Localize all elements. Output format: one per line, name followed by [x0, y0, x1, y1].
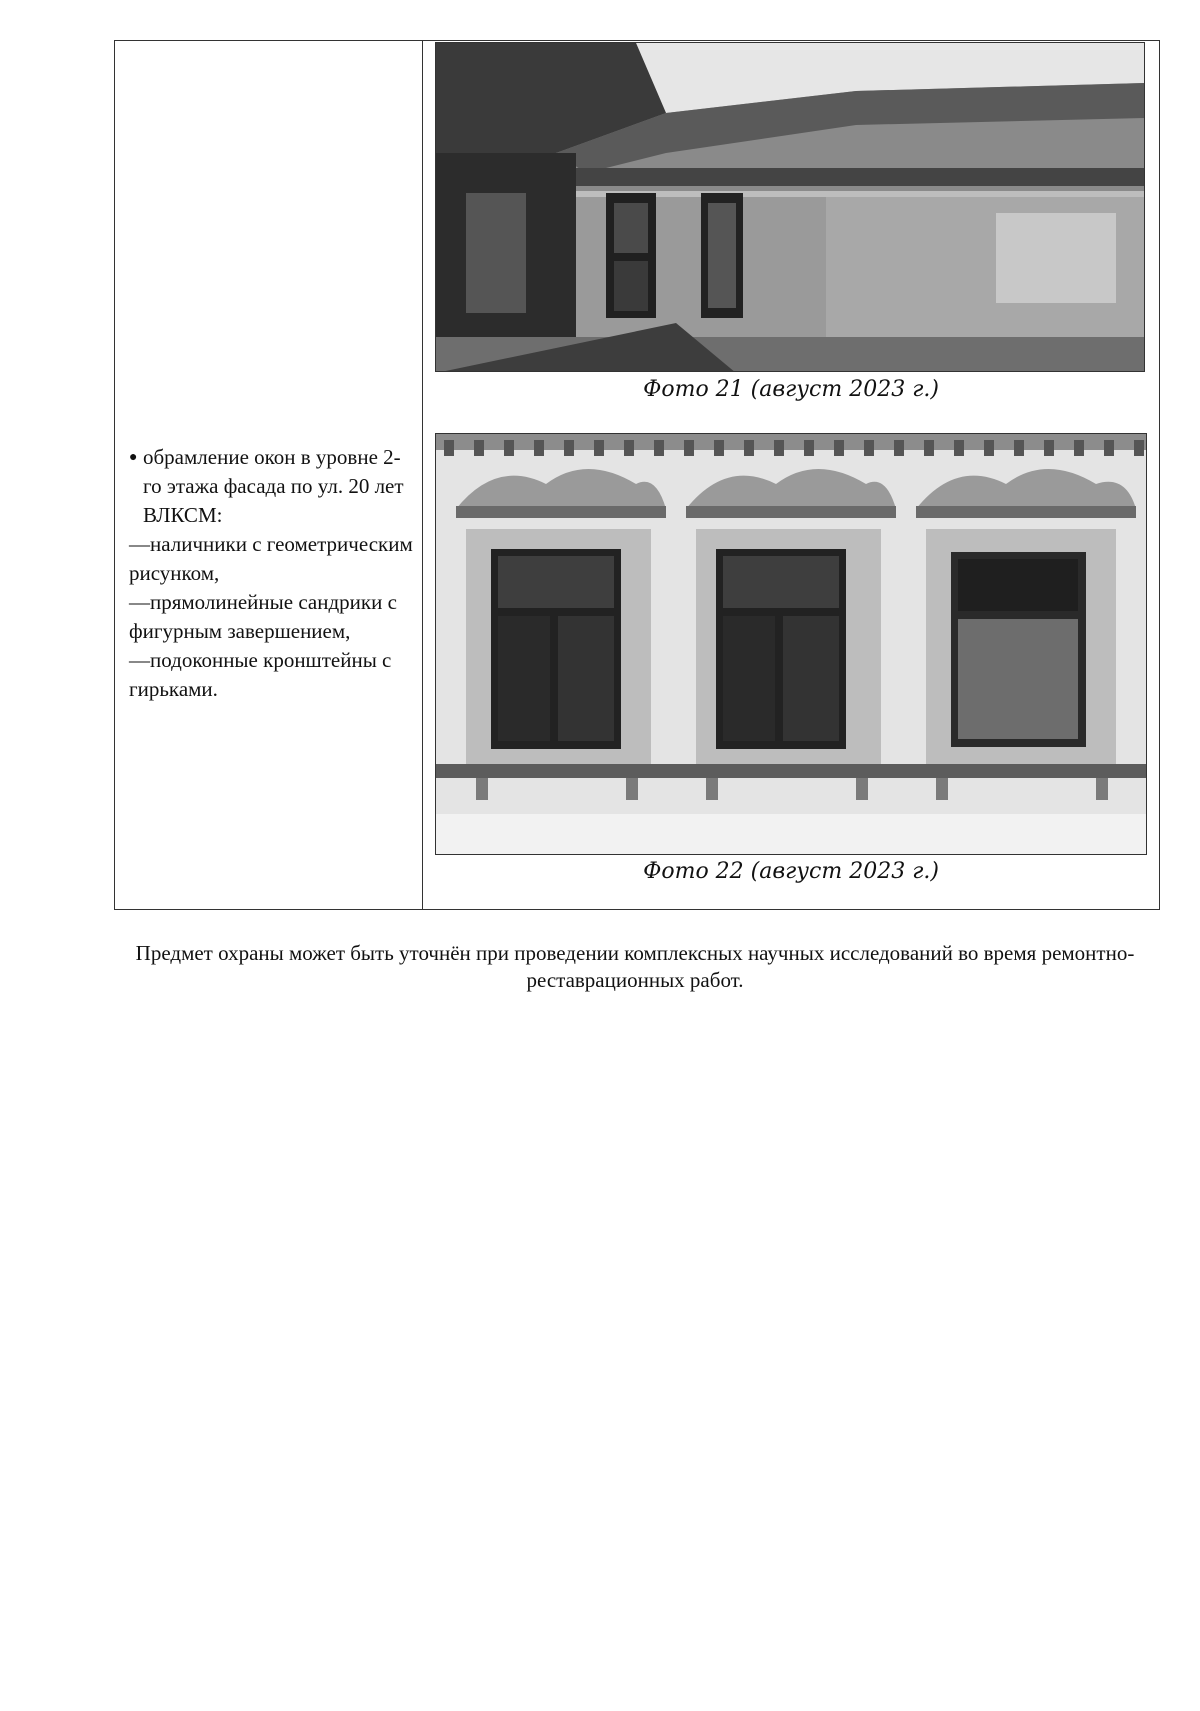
photo-21-image — [435, 42, 1145, 372]
windows-photo-graphic — [436, 434, 1147, 855]
bullet-icon: ● — [129, 450, 138, 465]
facade-photo-graphic — [436, 43, 1145, 372]
description-cell — [129, 443, 414, 704]
photo-21-caption: Фото 21 (август 2023 г.) — [643, 377, 939, 402]
protection-note: Предмет охраны может быть уточнён при проведении комплексных научных исследований во время ремонтно-реставрационных работ. — [135, 941, 1135, 992]
photo-22-caption: Фото 22 (август 2023 г.) — [643, 859, 939, 884]
bullet-intro-text: обрамление окон в уровне 2-го этажа фасада по ул. 20 лет ВЛКСМ: — [143, 445, 404, 527]
dash-item-sandriks: —прямолинейные сандрики с фигурным завершением, — [129, 590, 397, 643]
dash-item-casings: —наличники с геометрическим рисунком, — [129, 532, 413, 585]
photo-22-image — [435, 433, 1147, 855]
dash-item-brackets: —подоконные кронштейны с гирьками. — [129, 648, 392, 701]
column-divider — [422, 41, 423, 909]
protection-table — [114, 40, 1160, 910]
bullet-item — [129, 443, 414, 530]
